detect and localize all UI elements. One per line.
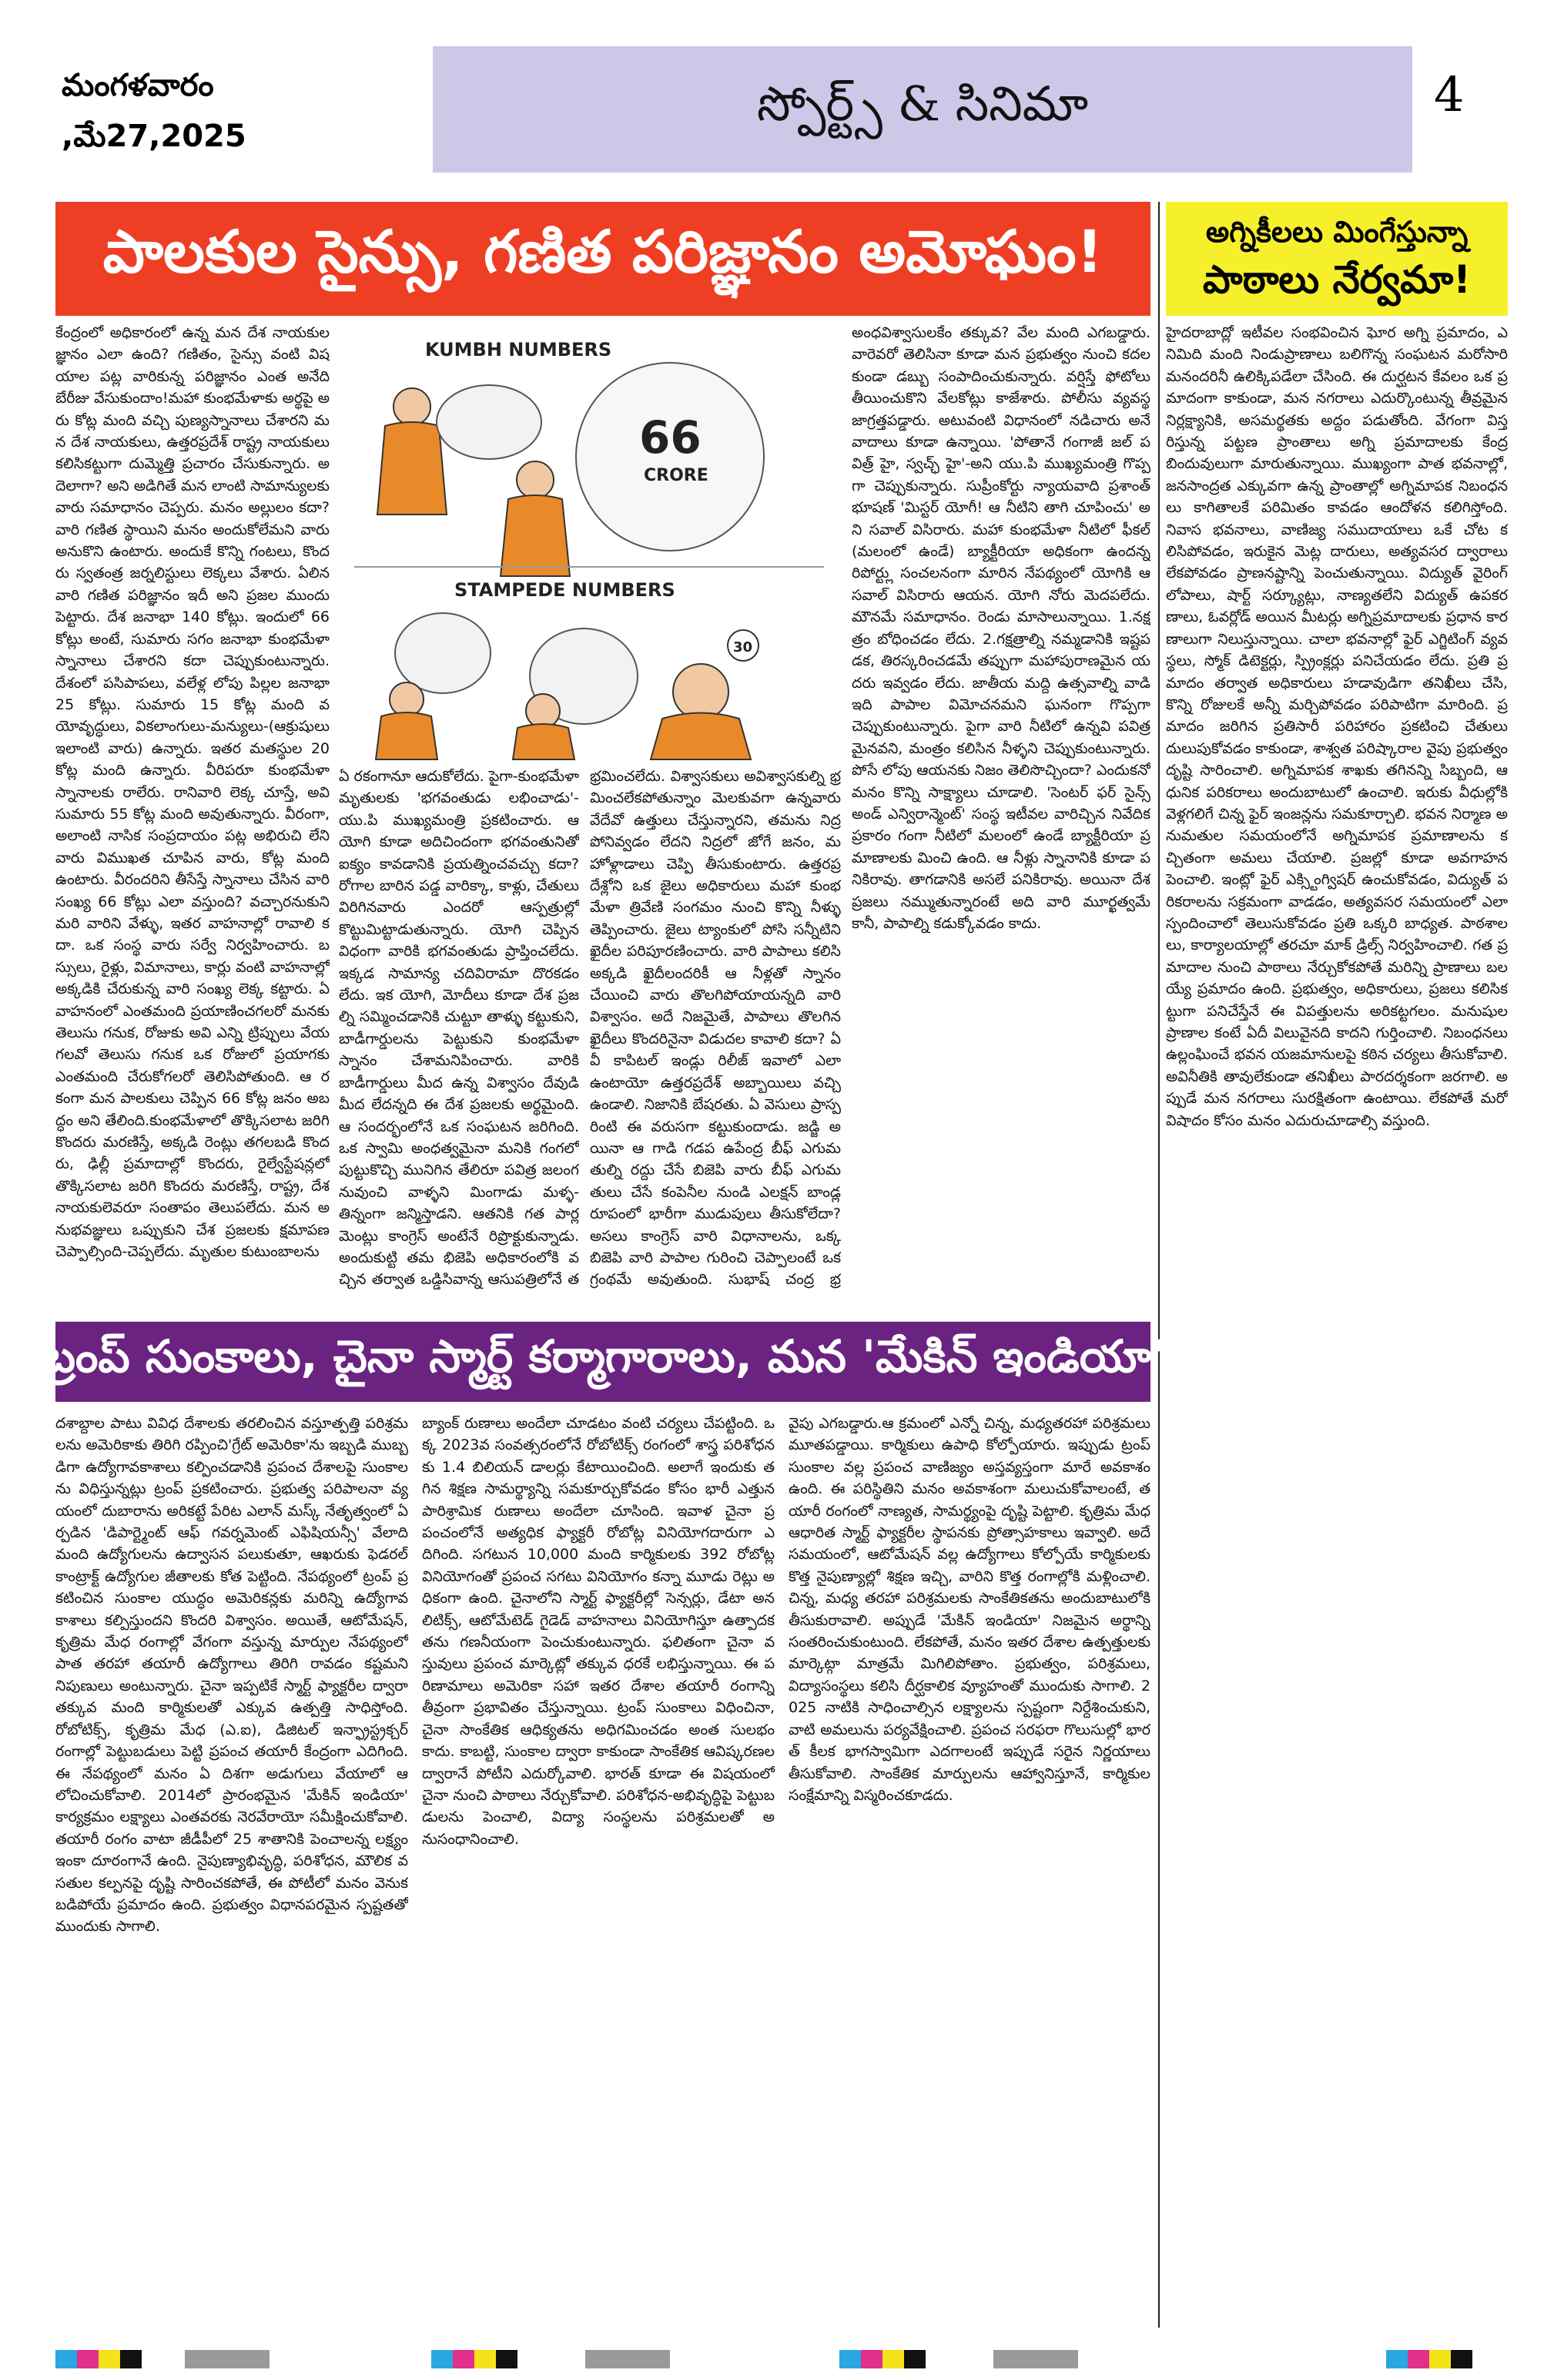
main-headline-banner bbox=[55, 202, 1150, 316]
reg-swatch-yellow-4 bbox=[1429, 2350, 1451, 2368]
reg-swatch-magenta-3 bbox=[861, 2350, 882, 2368]
side-article-body bbox=[1166, 322, 1508, 2325]
reg-swatch-magenta bbox=[77, 2350, 99, 2368]
issue-day: మంగళవారం bbox=[62, 68, 214, 103]
second-article-column-3 bbox=[789, 1413, 1150, 2325]
cartoon-big-number: 66 bbox=[639, 411, 702, 464]
section-title: స్పోర్ట్స్ & సినిమా bbox=[756, 75, 1089, 132]
side-article-text: హైదరాబాద్లో ఇటీవల సంభవించిన ఘోర అగ్ని ప్రమాదం, ఎనిమిది మంది నిండుప్రాణాలు బలిగొన్న సంఘటన మరోసారి మనందరినీ ఉలిక్కిపడేలా చేసింది. ఈ దుర్ఘటన కేవలం ఒక ప్రమాదంగా కాకుండా, మన నగరాలు ఎదుర్కొంటున్న తీవ్రమైన నిర్లక్ష్యానికి, అసమర్థతకు అద్దం పడుతోంది. వేగంగా విస్తరిస్తున్న పట్టణ ప్రాంతాలు అగ్ని ప్రమాదాలకు కేంద్రబిందువులుగా మారుతున్నాయి. ముఖ్యంగా పాత భవనాల్లో, జనసాంద్రత ఎక్కువగా ఉన్న ప్రాంతాల్లో అగ్నిమాపక నిబంధనలు కాగితాలకే పరిమితం కావడం ఆందోళన కలిగిస్తోంది. నివాస భవనాలు, వాణిజ్య సముదాయాలు ఒకే చోట కలిసిపోవడం, ఇరుకైన మెట్ల దారులు, అత్యవసర ద్వారాలు లేకపోవడం ప్రాణనష్టాన్ని పెంచుతున్నాయి. విద్యుత్ వైరింగ్ లోపాలు, షార్ట్ సర్క్యూట్లు, నాణ్యతలేని విద్యుత్ ఉపకరణాలు, ఓవర్లోడ్ అయిన మీటర్లు అగ్నిప్రమాదాలకు ప్రధాన కారణాలుగా నిలుస్తున్నాయి. చాలా భవనాల్లో ఫైర్ ఎగ్జిటింగ్ వ్యవస్థలు, స్మోక్ డిటెక్టర్లు, స్ప్రింక్లర్లు పనిచేయడం లేదు. ప్రతి ప్రమాదం తర్వాత అధికారులు హడావుడిగా తనిఖీలు చేసి, కొన్ని రోజులకే అన్నీ మర్చిపోవడం పరిపాటిగా మారింది. ప్రమాదం జరిగిన ప్రతిసారీ పరిహారం ప్రకటించి చేతులు దులుపుకోవడం కాకుండా, శాశ్వత పరిష్కారాల వైపు ప్రభుత్వం దృష్టి సారించాలి. అగ్నిమాపక శాఖకు తగినన్ని సిబ్బంది, ఆధునిక పరికరాలు అందుబాటులో ఉంచాలి. ఇరుకు వీధుల్లోకి వెళ్లగలిగే చిన్న ఫైర్ ఇంజన్లను సమకూర్చాలి. భవన నిర్మాణ అనుమతుల సమయంలోనే అగ్నిమాపక ప్రమాణాలను కచ్చితంగా అమలు చేయాలి. ప్రజల్లో కూడా అవగాహన పెంచాలి. ఇంట్లో ఫైర్ ఎక్స్టింగ్విషర్ ఉంచుకోవడం, విద్యుత్ పరికరాలను సక్రమంగా వాడడం, అత్యవసర సమయంలో ఎలా స్పందించాలో తెలుసుకోవడం ప్రతి ఒక్కరి బాధ్యత. పాఠశాలలు, కార్యాలయాల్లో తరచూ మాక్ డ్రిల్స్ నిర్వహించాలి. గత ప్రమాదాల నుంచి పాఠాలు నేర్చుకోకపోతే మరిన్ని ప్రాణాలు బలయ్యే ప్రమాదం ఉంది. ప్రభుత్వం, అధికారులు, ప్రజలు కలిసికట్టుగా పనిచేస్తేనే ఈ విపత్తులను అరికట్టగలం. మనుషుల ప్రాణాల కంటే ఏదీ విలువైనది కాదని గుర్తించాలి. నిబంధనలు ఉల్లంఘించే భవన యజమానులపై కఠిన చర్యలు తీసుకోవాలి. అవినీతికి తావులేకుండా తనిఖీలు పారదర్శకంగా జరగాలి. అప్పుడే మన నగరాలు సురక్షితంగా ఉంటాయి. లేకపోతే మరో విషాదం కోసం మనం ఎదురుచూడాల్సి వస్తుంది. bbox=[1166, 324, 1508, 1129]
side-headline-banner bbox=[1166, 202, 1508, 316]
reg-swatch-black-2 bbox=[496, 2350, 517, 2368]
main-article-column-1 bbox=[55, 322, 330, 1294]
cartoon-label-bottom: STAMPEDE NUMBERS bbox=[454, 579, 675, 601]
second-headline-banner bbox=[41, 1322, 1165, 1402]
page-number: 4 bbox=[1434, 66, 1465, 122]
reg-swatch-yellow bbox=[99, 2350, 120, 2368]
reg-swatch-black-3 bbox=[904, 2350, 926, 2368]
side-headline-line1: అగ్నికీలలు మింగేస్తున్నా bbox=[1205, 215, 1469, 249]
issue-date-block bbox=[62, 60, 385, 162]
cartoon-small-number: 30 bbox=[733, 639, 753, 655]
second-article-text-1: దశాబ్దాల పాటు వివిధ దేశాలకు తరలించిన వస్తూత్పత్తి పరిశ్రమలను అమెరికాకు తిరిగి రప్పించి'గ్రేట్ అమెరికా'ను ఇబ్బడి ముబ్బడిగా ఉద్యోగావకాశాలు కల్పించడానికి ప్రపంచ దేశాలపై సుంకాలను విధిస్తున్నట్లు ట్రంప్ ప్రకటించారు. ప్రభుత్వ పరిపాలనా వ్యయంలో దుబారాను అరికట్టే పేరిట ఎలాన్ మస్క్ నేతృత్వంలో ఏర్పడిన 'డిపార్ట్మెంట్ ఆఫ్ గవర్నమెంట్ ఎఫిషియన్సీ' వేలాది మంది ఉద్యోగులను ఉద్వాసన పలుకుతూ, ఆఖరుకు ఫెడరల్ కాంట్రాక్ట్ ఉద్యోగుల జీతాలకు కోత పెట్టింది. నేపథ్యంలో ట్రంప్ ప్రకటించిన సుంకాల యుద్ధం అమెరికన్లకు మరిన్ని ఉద్యోగావకాశాలు కల్పిస్తుందని కొందరి విశ్వాసం. అయితే, ఆటోమేషన్, కృత్రిమ మేధ రంగాల్లో వేగంగా వస్తున్న మార్పుల నేపథ్యంలో పాత తరహా తయారీ ఉద్యోగాలు తిరిగి రావడం కష్టమని నిపుణులు అంటున్నారు. చైనా ఇప్పటికే స్మార్ట్ ఫ్యాక్టరీల ద్వారా తక్కువ మంది కార్మికులతో ఎక్కువ ఉత్పత్తి సాధిస్తోంది. రోబోటిక్స్, కృత్రిమ మేధ (ఎ.ఐ), డిజిటల్ ఇన్ఫ్రాస్ట్రక్చర్ రంగాల్లో పెట్టుబడులు పెట్టి ప్రపంచ తయారీ కేంద్రంగా ఎదిగింది. ఈ నేపథ్యంలో మనం ఏ దిశగా అడుగులు వేయాలో ఆలోచించుకోవాలి. 2014లో ప్రారంభమైన 'మేకిన్ ఇండియా' కార్యక్రమం లక్ష్యాలు ఎంతవరకు నెరవేరాయో సమీక్షించుకోవాలి. తయారీ రంగం వాటా జీడీపీలో 25 శాతానికి పెంచాలన్న లక్ష్యం ఇంకా దూరంగానే ఉంది. నైపుణ్యాభివృద్ధి, పరిశోధన, మౌలిక వసతుల కల్పనపై దృష్టి సారించకపోతే, ఈ పోటీలో మనం వెనుకబడిపోయే ప్రమాదం ఉంది. ప్రభుత్వం విధానపరమైన స్పష్టతతో ముందుకు సాగాలి. bbox=[55, 1415, 408, 1936]
reg-swatch-cyan-4 bbox=[1386, 2350, 1408, 2368]
reg-swatch-black-4 bbox=[1451, 2350, 1472, 2368]
cartoon-label-top: KUMBH NUMBERS bbox=[425, 339, 612, 360]
cartoon-illustration bbox=[339, 322, 839, 761]
main-article-column-4 bbox=[852, 322, 1150, 1294]
main-article-text-1: కేంద్రంలో అధికారంలో ఉన్న మన దేశ నాయకుల జ్ఞానం ఎలా ఉంది? గణితం, సైన్సు వంటి విషయాల పట్ల వారికున్న పరిజ్ఞానం ఎంత అనేది బేరీజు వేసుకుందాం!మహా కుంభమేళాకు అర్థపై అరు కోట్ల మంది వచ్చి పుణ్యస్నానాలు చేశారని మన దేశ నాయకులు, ఉత్తరప్రదేశ్ రాష్ట్ర నాయకులు కలిసికట్టుగా దుమ్మెత్తి ప్రచారం చేసుకున్నారు. అదెలాగా? అని అడిగితే మన లాంటి సామాన్యులకు వారు సమాధానం చెప్పరు. మనం అల్లులం కదా? వారి గణిత స్థాయిని మనం అందుకోలేమని వారు అనుకొని ఉంటారు. అందుకే కొన్ని గంటలు, కొందరు స్వతంత్ర జర్నలిస్టులు లెక్కలు వేశారు. ఏలిన వారి గణిత పరిజ్ఞానం ఇదీ అని ప్రజల ముందు పెట్టారు. దేశ జనాభా 140 కోట్లు. ఇందులో 66 కోట్లు అంటే, సుమారు సగం జనాభా కుంభమేళా స్నానాలు చేశారని కదా చెప్పుకుంటున్నారు. దేశంలో పసిపాపలు, వలేళ్ల లోపు పిల్లల జనాభా 25 కోట్లు. సుమారు 15 కోట్ల మంది వయోవృద్ధులు, వికలాంగులు-మన్యులు-(ఆక్రుషులు ఇలాంటి వారు) ఉన్నారు. ఇతర మతస్థుల 20 కోట్ల మంది ఉన్నారు. వీరిపరూ కుంభమేళా స్నానాలకు రాలేరు. రానివారి లెక్క చూస్తే, అవి సుమారు 55 కోట్ల మంది అవుతున్నారు. వీరంగా, అలాంటి నాసిక సంప్రదాయం పట్ల అభిరుచి లేని వారు విముఖత చూపిన వారు, కోట్ల మంది ఉంటారు. వీరందరిని తీసేస్తే స్నానాలు చేసిన వారి సంఖ్య 66 కోట్లు ఎలా వస్తుంది? వచ్చారనుకుని మరి వారిని వేళ్ళు, ఇతర వాహనాల్లో రావాలి కదా. ఒక సంస్థ వారు సర్వే నిర్వహించారు. బస్సులు, రైళ్లు, విమానాలు, కార్లు వంటి వాహనాల్లో అక్కడికి చేరుకున్న వారి సంఖ్య లెక్క కట్టారు. ఏ వాహనంలో ఎంతమంది ప్రయాణించగలరో మనకు తెలుసు గనుక, రోజుకు అవి ఎన్ని ట్రిప్పులు వేయగలవో తెలుసు గనుక ఒక రోజులో ప్రయాగకు ఎంతమంది చేరుకోగలరో తెలిసిపోతుంది. ఆ రకంగా మన పాలకులు చెప్పిన 66 కోట్ల జనం అబద్ధం అని తేలింది.కుంభమేళాలో తొక్కిసలాట జరిగి కొందరు మరణిస్తే, అక్కడి రెంట్లు తగలబడి కొందరు, ఢిల్లీ ప్రమాదాల్లో కొందరు, రైల్వేస్టేషన్లలో తొక్కిసలాట జరిగి కొందరు మరణిస్తే, రాష్ట్ర, దేశ నాయకులెవరూ సంతాపం తెలుపలేదు. మన అనుభవజ్ఞులు ఒప్పుకుని చేశ ప్రజలకు క్షమాపణ చెప్పాల్సింది-చెప్పలేదు. మృతుల కుటుంబాలను bbox=[55, 324, 330, 1261]
issue-date: ,మే27,2025 bbox=[62, 119, 246, 154]
print-registration-bar bbox=[0, 2346, 1554, 2372]
main-article-column-2 bbox=[339, 766, 579, 1294]
main-article-text-4: అంధవిశ్వాసులకేం తక్కువ? వేల మంది ఎగబడ్డారు. వారెవరో తెలిసినా కూడా మన ప్రభుత్వం నుంచి కదలకుండా డబ్బు సంపాదించుకున్నారు. వర్షిస్తే ఫోటోలు తీయించుకొని వేలకోట్లు కాజేశారు. పోలీసు వ్యవస్థ జాగ్రత్తపడ్డారు. అటువంటి విధానంలో నడిచారు అనే వాదాలు కూడా ఉన్నాయి. 'పోతానే గంగాజీ జల్ పవిత్ర్ హై, స్వచ్ఛ్ హై'-అని యు.పి ముఖ్యమంత్రి గొప్పగా చెప్పుకున్నారు. సుప్రీంకోర్టు న్యాయవాది ప్రశాంత్ భూషణ్ 'మిస్టర్ యోగీ! ఆ నీటిని తాగి చూపించు' అని సవాల్ విసిరారు. మహా కుంభమేళా నీటిలో ఫీకల్ (మలంలో ఉండే) బ్యాక్టీరియా అధికంగా ఉందన్న రిపోర్ట్లు సంచలనంగా మారిన నేపథ్యంలో యోగికి ఆ సవాల్ విసిరారు ఆయన. యోగి నోరు మెదపలేదు.మౌనమే సమాధానం. రెండు మాసాలున్నాయి. 1.నక్షత్రం బోధించడం లేదు. 2.గక్షత్రాల్ని నమ్మడానికి ఇష్టపడక, తిరస్కరించడమే తప్పుగా మహాపురాణమైన యదరు ఇవ్వడం లేదు. జాతీయ మద్ది ఉత్సవాల్ని వాడి ఇది పాపాల విమోచనమని ఘనంగా గొప్పగా చెప్పుకుంటున్నారు. పైగా వారి నీటిలో ఉన్నవి పవిత్రమైనవని, మంత్రం కలిసిన నీళ్ళని చెప్పుకుంటున్నారు. పోసే లోపు ఆయనకు నిజం తెలిసొచ్చిందా? ఎందుకనో మనం కొన్ని సాక్ష్యాలు చూడాలి. 'సెంటర్ ఫర్ సైన్స్ అండ్ ఎన్విరాన్మెంట్' సంస్థ ఇటీవల వారిచ్చిన నివేదిక ప్రకారం గంగా నీటిలో మలంలో ఉండే బ్యాక్టీరియా ప్రమాణాలకు మించి ఉంది. ఆ నీళ్లు స్నానానికి కూడా పనికిరావు. తాగడానికి అసలే పనికిరావు. అయినా దేశ ప్రజలు నమ్ముతున్నారంటే అది వారి మూర్ఖత్వమే కానీ, పాపాల్ని కడుక్కోవడం కాదు. bbox=[852, 324, 1150, 932]
cartoon-big-number-unit: CRORE bbox=[644, 466, 708, 485]
reg-swatch-yellow-2 bbox=[474, 2350, 496, 2368]
second-article-text-2: బ్యాంక్ రుణాలు అందేలా చూడటం వంటి చర్యలు చేపట్టింది. ఒక్క 2023వ సంవత్సరంలోనే రోబోటిక్స్ రంగంలో శాస్త్ర పరిశోధనకు 1.4 బిలియన్ డాలర్లు కేటాయించింది. అలాగే ఇందుకు తగిన శిక్షణ సామర్థ్యాన్ని సమకూర్చుకోవడం కోసం భారీ ఎత్తున పారిశ్రామిక రుణాలు అందేలా చూసింది. ఇవాళ చైనా ప్రపంచంలోనే అత్యధిక ఫ్యాక్టరీ రోబోట్ల వినియోగదారుగా ఎదిగింది. సగటున 10,000 మంది కార్మికులకు 392 రోబోట్ల వినియోగంతో ప్రపంచ సగటు వినియోగం కన్నా మూడు రెట్లు అధికంగా ఉంది. చైనాలోని స్మార్ట్ ఫ్యాక్టరీల్లో సెన్సర్లు, డేటా అనలిటిక్స్, ఆటోమేటెడ్ గైడెడ్ వాహనాలు వినియోగిస్తూ ఉత్పాదకతను గణనీయంగా పెంచుకుంటున్నారు. ఫలితంగా చైనా వస్తువులు ప్రపంచ మార్కెట్లో తక్కువ ధరకే లభిస్తున్నాయి. ఈ పరిణామాలు అమెరికా సహా ఇతర దేశాల తయారీ రంగాన్ని తీవ్రంగా ప్రభావితం చేస్తున్నాయి. ట్రంప్ సుంకాలు విధించినా, చైనా సాంకేతిక ఆధిక్యతను అధిగమించడం అంత సులభం కాదు. కాబట్టి, సుంకాల ద్వారా కాకుండా సాంకేతిక ఆవిష్కరణల ద్వారానే పోటీని ఎదుర్కోవాలి. భారత్ కూడా ఈ విషయంలో చైనా నుంచి పాఠాలు నేర్చుకోవాలి. పరిశోధన-అభివృద్ధిపై పెట్టుబడులను పెంచాలి, విద్యా సంస్థలను పరిశ్రమలతో అనుసంధానించాలి. bbox=[422, 1415, 775, 1848]
second-headline: ట్రంప్ సుంకాలు, చైనా స్మార్ట్ కర్మాగారాలు, మన 'మేకిన్ ఇండియా' bbox=[41, 1329, 1165, 1383]
reg-swatch-magenta-2 bbox=[453, 2350, 474, 2368]
reg-swatch-gray bbox=[185, 2350, 270, 2368]
second-article-text-3: వైపు ఎగబడ్డారు.ఆ క్రమంలో ఎన్నో చిన్న, మధ్యతరహా పరిశ్రమలు మూతపడ్డాయి. కార్మికులు ఉపాధి కోల్పోయారు. ఇప్పుడు ట్రంప్ సుంకాల వల్ల ప్రపంచ వాణిజ్యం అస్తవ్యస్తంగా మారే అవకాశం ఉంది. ఈ పరిస్థితిని మనం అవకాశంగా మలుచుకోవాలంటే, తయారీ రంగంలో నాణ్యత, సామర్థ్యంపై దృష్టి పెట్టాలి. కృత్రిమ మేధ ఆధారిత స్మార్ట్ ఫ్యాక్టరీల స్థాపనకు ప్రోత్సాహకాలు ఇవ్వాలి. అదే సమయంలో, ఆటోమేషన్ వల్ల ఉద్యోగాలు కోల్పోయే కార్మికులకు కొత్త నైపుణ్యాల్లో శిక్షణ ఇచ్చి, వారిని కొత్త రంగాల్లోకి మళ్లించాలి. చిన్న, మధ్య తరహా పరిశ్రమలకు సాంకేతికతను అందుబాటులోకి తీసుకురావాలి. అప్పుడే 'మేకిన్ ఇండియా' నిజమైన అర్థాన్ని సంతరించుకుంటుంది. లేకపోతే, మనం ఇతర దేశాల ఉత్పత్తులకు మార్కెట్గా మాత్రమే మిగిలిపోతాం. ప్రభుత్వం, పరిశ్రమలు, విద్యాసంస్థలు కలిసి దీర్ఘకాలిక వ్యూహంతో ముందుకు సాగాలి. 2025 నాటికి సాధించాల్సిన లక్ష్యాలను స్పష్టంగా నిర్దేశించుకుని, వాటి అమలును పర్యవేక్షించాలి. ప్రపంచ సరఫరా గొలుసుల్లో భారత్ కీలక భాగస్వామిగా ఎదగాలంటే ఇప్పుడే సరైన నిర్ణయాలు తీసుకోవాలి. సాంకేతిక మార్పులను ఆహ్వానిస్తూనే, కార్మికుల సంక్షేమాన్ని విస్మరించకూడదు. bbox=[789, 1415, 1150, 1804]
second-article-column-2 bbox=[422, 1413, 775, 2325]
main-headline: పాలకుల సైన్సు, గణిత పరిజ్ఞానం అమోఘం! bbox=[102, 217, 1104, 286]
cartoon-svg bbox=[339, 322, 839, 761]
reg-swatch-black bbox=[120, 2350, 142, 2368]
reg-swatch-yellow-3 bbox=[882, 2350, 904, 2368]
reg-swatch-gray-3 bbox=[993, 2350, 1078, 2368]
reg-swatch-magenta-4 bbox=[1408, 2350, 1429, 2368]
section-title-box bbox=[433, 46, 1412, 173]
reg-swatch-cyan-2 bbox=[431, 2350, 453, 2368]
side-column-rule bbox=[1158, 202, 1160, 2328]
main-article-text-3: భ్రమించలేదు. విశ్వాసకులు అవిశ్వాసకుల్ని భ్రమించలేకపోతున్నాం మెలకువగా ఉన్నవారు వేదేవో ఉత్తులు చేస్తున్నారని, తమను నిద్రపోనివ్వడం లేదని నిద్రలో జోగే జనం, మహోళ్లాడాలు చెప్పి తీసుకుంటారు. ఉత్తరప్రదేశ్లోని ఒక జైలు అధికారులు మహా కుంభమేళా త్రివేణి సంగమం నుంచి కొన్ని నీళ్ళు తెప్పించారు. జైలు ట్యాంకులో పోసి సన్నీటిని ఖైదీల పరిపూరణించారు. వారి పాపాలు కలిసి అక్కడి ఖైదీలందరికీ ఆ నీళ్లతో స్నానం చేయించి వారు తొలగిపోయాయన్నది వారి విశ్వాసం. అదే నిజమైతే, పాపాలు తొలగిన ఖైదీలు కొందరినైనా విడుదల కావాలి కదా? ఏవీ కాపిటల్ ఇండ్లు రిలీజ్ ఇవాలో ఎలా ఉంటాయో ఉత్తరప్రదేశ్ అబ్బాయిలు వచ్చి ఉండాలి. నిజానికి బేషరతు. ఏ వెసులు ప్రాస్పరింటి ఈ వరుసగా కట్టుకుందాడు. జడ్జి అయినా ఆ గాడి గడప ఉపేంద్ర బీఫ్ ఎగుమతుల్ని రద్దు చేసే బిజెపి వారు బీఫ్ ఎగుమతులు చేసే కంపెనీల నుండి ఎలక్షన్ బాండ్ల రూపంలో భారీగా ముడుపులు తీసుకోలేదా? అసలు కాంగ్రెస్ వారి విధానాలను, ఒక్క బిజెపి వారి పాపాల గురించి చెప్పాలంటే ఒక గ్రంథమే అవుతుంది. సుభాష్ చంద్ర భ్ర bbox=[590, 768, 841, 1289]
main-article-column-3 bbox=[590, 766, 841, 1294]
reg-swatch-gray-2 bbox=[585, 2350, 670, 2368]
side-headline-line2: పాఠాలు నేర్వమా! bbox=[1203, 257, 1471, 302]
reg-swatch-cyan bbox=[55, 2350, 77, 2368]
main-article-text-2: ఏ రకంగానూ ఆదుకోలేదు. పైగా-కుంభమేళా మృతులకు 'భగవంతుడు లభించాడు'-యు.పి ముఖ్యమంత్రి ప్రకటించారు. ఆ యోగి కూడా అదిచిందంగా భగవంతునితో ఐక్యం కావడానికి ప్రయత్నించవచ్చు కదా? రోగాల బారిన పడ్డ వారిక్కా, కాళ్లు, చేతులు విరిగినవారు ఎందరో ఆస్పత్రుల్లో కొట్టుమిట్టాడుతున్నారు. యోగి చెప్పిన విధంగా వారికి భగవంతుడు ప్రాప్తించలేదు. ఇక్కడ సామాన్య చదివిరామా దొరకడం లేదు. ఇక యోగి, మోదీలు కూడా దేశ ప్రజల్ని సమ్మించడానికి చుట్టూ తాళ్ళు కట్టుకుని, బాడీగార్డులను పెట్టుకుని కుంభమేళా స్నానం చేశామనిపించారు. వారికి బాడీగార్డులు మీద ఉన్న విశ్వాసం దేవుడి మీద లేదన్నది ఈ దేశ ప్రజలకు అర్థమైంది. ఆ సందర్భంలోనే ఒక సంఘటన జరిగింది. ఒక స్వామి అంధత్వమైనా మనికి గంగలో పుట్టుకొచ్చి మునిగిన తేలిరూ పవిత్ర జలంగనువుంచి వాళ్ళని మింగాడు మళ్ళ- తిన్నంగా జన్మిస్తాడని. ఆతనికి గత పార్లమెంట్లు కాంగ్రెస్ అంటేనే రిప్రొక్టుకున్నాడు. అందుకుట్టి తమ భిజెపి అధికారంలోకి వచ్చిన తర్వాత ఒడ్డిసివాన్న ఆసుపత్రిలోనే త bbox=[339, 768, 579, 1289]
reg-swatch-cyan-3 bbox=[839, 2350, 861, 2368]
second-article-column-1 bbox=[55, 1413, 408, 2325]
